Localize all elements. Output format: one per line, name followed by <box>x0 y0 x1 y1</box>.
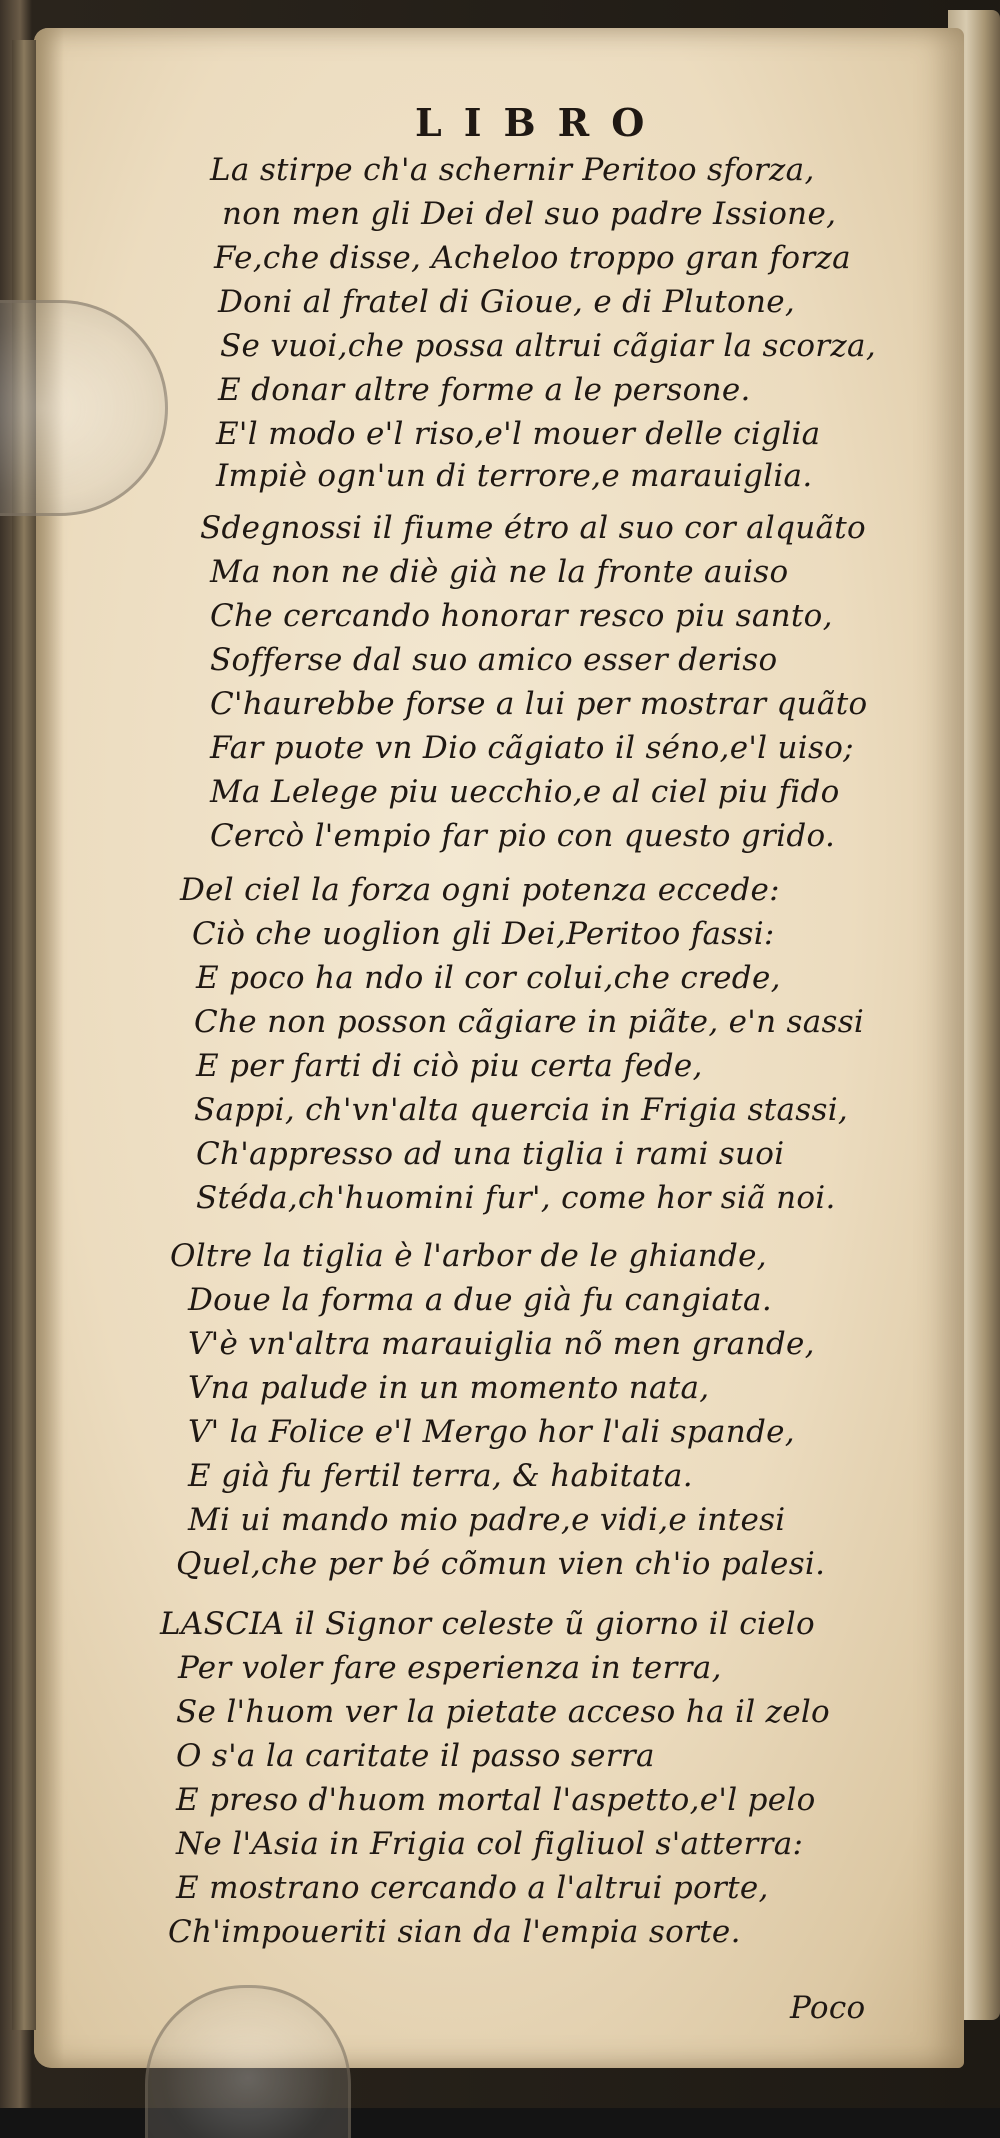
verse-line: La stirpe ch'a schernir Peritoo sforza, <box>210 152 815 188</box>
verse-line: Doue la forma a due già fu cangiata. <box>188 1282 772 1318</box>
verse-line: Ne l'Asia in Frigia col figliuol s'atterra: <box>176 1826 804 1862</box>
verse-line: O s'a la caritate il passo serra <box>176 1738 655 1774</box>
verse-line: Che non posson cãgiare in piãte, e'n sassi <box>194 1004 865 1040</box>
verse-line: Cercò l'empio far pio con questo grido. <box>210 818 836 854</box>
verse-line: Ma Lelege piu uecchio,e al ciel piu fido <box>210 774 840 810</box>
verse-line: C'haurebbe forse a lui per mostrar quãto <box>210 686 868 722</box>
verse-line: Se l'huom ver la pietate acceso ha il zelo <box>176 1694 831 1730</box>
verse-line: Mi ui mando mio padre,e vidi,e intesi <box>188 1502 786 1538</box>
verse-line: E mostrano cercando a l'altrui porte, <box>176 1870 769 1906</box>
verse-line: Fe,che disse, Acheloo troppo gran forza <box>214 240 851 276</box>
verse-line: V'è vn'altra marauiglia nõ men grande, <box>188 1326 815 1362</box>
verse-line: Far puote vn Dio cãgiato il séno,e'l uiso; <box>210 730 854 766</box>
verse-line: Oltre la tiglia è l'arbor de le ghiande, <box>170 1238 767 1274</box>
verse-line: non men gli Dei del suo padre Issione, <box>222 196 837 232</box>
verse-line: V' la Folice e'l Mergo hor l'ali spande, <box>188 1414 795 1450</box>
verse-line: Quel,che per bé cõmun vien ch'io palesi. <box>176 1546 826 1582</box>
verse-line: E poco ha ndo il cor colui,che crede, <box>196 960 781 996</box>
verse-line: Sofferse dal suo amico esser deriso <box>210 642 778 678</box>
verse-line: Vna palude in un momento nata, <box>188 1370 710 1406</box>
page-header: LIBRO <box>415 100 667 145</box>
verse-line: Doni al fratel di Gioue, e di Plutone, <box>218 284 796 320</box>
verse-line: Per voler fare esperienza in terra, <box>178 1650 722 1686</box>
verse-line: E'l modo e'l riso,e'l mouer delle ciglia <box>216 416 821 452</box>
catchword: Poco <box>790 1990 866 2026</box>
verse-line: Sdegnossi il fiume étro al suo cor alquãto <box>200 510 867 546</box>
verse-line: E già fu fertil terra, & habitata. <box>188 1458 693 1494</box>
verse-line: Stéda,ch'huomini fur', come hor siã noi. <box>196 1180 836 1216</box>
verse-line: Se vuoi,che possa altrui cãgiar la scorza, <box>220 328 876 364</box>
verse-line: Ma non ne diè già ne la fronte auiso <box>210 554 789 590</box>
verse-line: Ciò che uoglion gli Dei,Peritoo fassi: <box>192 916 775 952</box>
verse-line: Ch'impoueriti sian da l'empia sorte. <box>168 1914 741 1950</box>
verse-line: Ch'appresso ad una tiglia i rami suoi <box>196 1136 785 1172</box>
verse-line: E preso d'huom mortal l'aspetto,e'l pelo <box>176 1782 816 1818</box>
verse-line: Sappi, ch'vn'alta quercia in Frigia stassi, <box>194 1092 849 1128</box>
verse-line: E per farti di ciò piu certa fede, <box>196 1048 703 1084</box>
verse-line: LASCIA il Signor celeste ũ giorno il cielo <box>160 1606 815 1642</box>
verse-line: E donar altre forme a le persone. <box>218 372 751 408</box>
verse-line: Del ciel la forza ogni potenza eccede: <box>180 872 780 908</box>
verse-line: Che cercando honorar resco piu santo, <box>210 598 833 634</box>
verse-line: Impiè ogn'un di terrore,e marauiglia. <box>216 458 813 494</box>
